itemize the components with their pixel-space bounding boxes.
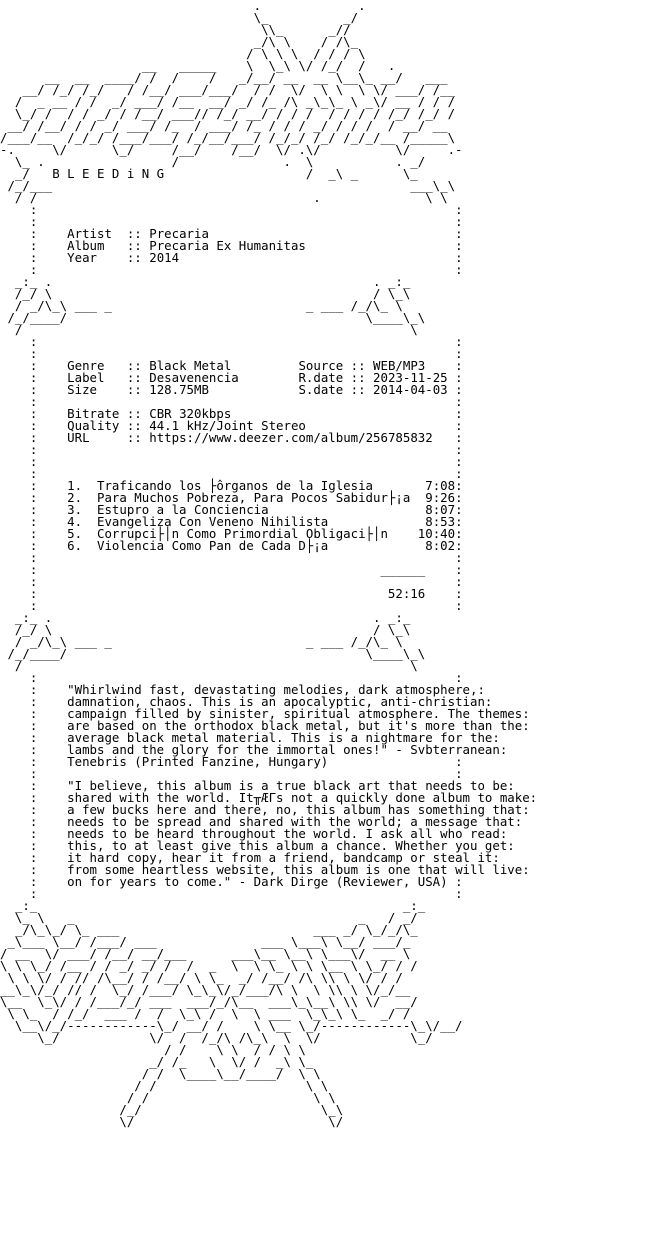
- bitrate-value: CBR 320kbps: [149, 406, 232, 421]
- album-row: : Album :: Precaria Ex Humanitas :: [0, 238, 463, 253]
- review-quote-line: shared with the world. It╥ÆΓs not a quickly done album to make: [67, 790, 530, 805]
- review-line: : shared with the world. It╥ÆΓs not a quickly done album to make:: [0, 790, 538, 805]
- rdate-value: 2023-11-25: [373, 370, 448, 385]
- divider-art-line: / \: [0, 322, 418, 337]
- divider-art-line: /_/ \ / \_\: [0, 622, 411, 637]
- quality-value: 44.1 kHz/Joint Stereo: [149, 418, 306, 433]
- footer-art-line: _:_ _:_: [0, 898, 426, 913]
- url-row: : URL :: https://www.deezer.com/album/256785832 :: [0, 430, 463, 445]
- divider-art-line: / _/\_\ ___ _ _ ___ /_/\_ \: [0, 298, 403, 313]
- genre-value: Black Metal: [149, 358, 299, 373]
- footer-art-line: / __ \/ ___/ /__/ __/___ ___\__ \__\ \___\/ __ \: [0, 946, 411, 961]
- divider-art-line: _:_ . . _:_: [0, 610, 411, 625]
- size-row: : Size :: 128.75MB S.date :: 2014-04-03 :: [0, 382, 463, 397]
- track-row: : 5. Corrupci├│n Como Primordial Obligaci├│n 10:40:: [0, 526, 463, 541]
- review-quote-line: Tenebris (Printed Fanzine, Hungary): [67, 754, 329, 769]
- track-row: : 4. Evangeliza Con Veneno Nihilista 8:53:: [0, 514, 463, 529]
- artist-row: : Artist :: Precaria :: [0, 226, 463, 241]
- border-line: : :: [0, 886, 463, 901]
- border-line: : :: [0, 202, 463, 217]
- divider-art-line: _:_ . . _:_: [0, 274, 411, 289]
- rdate-label: R.date: [298, 370, 351, 385]
- url-label: URL: [67, 430, 127, 445]
- divider-art-line: /_/____/ \____\_\: [0, 646, 426, 661]
- track-number: 3.: [67, 502, 97, 517]
- footer-art-line: /_/ \_\: [0, 1102, 344, 1117]
- footer-art-line: \__ \_\/ / /___/_/ ___ ___/_/\__ ___\_\__\ \\ \/ __/: [0, 994, 418, 1009]
- header-art-line: /_/___ ___\_\: [0, 178, 456, 193]
- review-line: : lambs and the glory for the immortal ones!" - Svbterranean:: [0, 742, 508, 757]
- total-rule-row: : ______ :: [0, 562, 463, 577]
- track-number: 6.: [67, 538, 97, 553]
- review-quote-line: needs to be spread and shared with the world; a message that: [67, 814, 515, 829]
- footer-art-line: __\_\/_/ // / \_/ /___/ \_\_\/_/___/\ \ \ \\ \ \/_/__: [0, 982, 411, 997]
- review-line: : a few bucks here and there, no, this album has something that:: [0, 802, 530, 817]
- header-art-line: / \ \ \ / / / \: [0, 46, 381, 61]
- track-title: Evangeliza Con Veneno Nihilista: [97, 514, 418, 529]
- total-time-row: : 52:16 :: [0, 586, 463, 601]
- border-line: : :: [0, 454, 463, 469]
- review-quote-line: it hard copy, hear it from a friend, bandcamp or steal it: [67, 850, 493, 865]
- bitrate-row: : Bitrate :: CBR 320kbps :: [0, 406, 463, 421]
- artist-value: Precaria: [149, 226, 209, 241]
- divider-art-line: /_/ \ / \_\: [0, 286, 411, 301]
- sdate-label: S.date: [298, 382, 351, 397]
- review-line: : needs to be heard throughout the world. I ask all who read:: [0, 826, 508, 841]
- track-title: Violencia Como Pan de Cada D├¡a: [97, 538, 418, 553]
- border-line: : :: [0, 466, 463, 481]
- review-line: : this, to at least give this album a chance. Whether you get:: [0, 838, 515, 853]
- divider-art-line: / \: [0, 658, 418, 673]
- footer-art-line: \ \ \_/ /__ / / _/ _/ / / _ \ \ \_ \ \ \__ \ \_/ / /: [0, 958, 418, 973]
- track-row: : 2. Para Muchos Pobreza, Para Pocos Sabidur├¡a 9:26:: [0, 490, 463, 505]
- release-group-title: B L E E D i N G: [52, 166, 165, 181]
- year-row: : Year :: 2014 :: [0, 250, 463, 265]
- footer-art-line: \ \_ / /_/ ___ / / \_\ / \ \ ___ \_\_\ \_ _/ /: [0, 1006, 411, 1021]
- track-title: Traficando los ├ôrganos de la Iglesia: [97, 478, 418, 493]
- border-line: : :: [0, 346, 463, 361]
- border-line: : :: [0, 214, 463, 229]
- bitrate-label: Bitrate: [67, 406, 127, 421]
- footer-art-line: \ \ \/ / // /\__/ / /__/ \ \_ _/ /__/ /\ \\ \ \/ / /: [0, 970, 403, 985]
- review-line: : on for years to come." - Dark Dirge (Reviewer, USA) :: [0, 874, 463, 889]
- review-line: : from some heartless website, this album is one that will live:: [0, 862, 530, 877]
- track-number: 1.: [67, 478, 97, 493]
- review-quote-line: average black metal material. This is a nightmare for the: [67, 730, 493, 745]
- footer-art-line: _\___ \__/ /___/ ___ ___ \___\ \__/ ___/_: [0, 934, 411, 949]
- footer-art-line: \__\/_/------------\_/ __/ / \ \__ \_/------------\_\/__/: [0, 1018, 463, 1033]
- review-quote-line: from some heartless website, this album is one that will live: [67, 862, 523, 877]
- track-title: Corrupci├│n Como Primordial Obligaci├│n: [97, 526, 418, 541]
- review-quote-line: lambs and the glory for the immortal ones!" - Svbterranean: [67, 742, 500, 757]
- divider-art-line: / _/\_\ ___ _ _ ___ /_/\_ \: [0, 634, 403, 649]
- track-number: 4.: [67, 514, 97, 529]
- track-row: : 6. Violencia Como Pan de Cada D├¡a 8:02:: [0, 538, 463, 553]
- label-value: Desavenencia: [149, 370, 299, 385]
- track-time: 7:08: [417, 478, 456, 493]
- size-value: 128.75MB: [149, 382, 299, 397]
- review-line: : it hard copy, hear it from a friend, bandcamp or steal it:: [0, 850, 500, 865]
- header-art-line: \\_ _//: [0, 22, 351, 37]
- genre-row: : Genre :: Black Metal Source :: WEB/MP3 :: [0, 358, 463, 373]
- track-time: 10:40: [417, 526, 456, 541]
- track-time: 8:02: [417, 538, 456, 553]
- review-line: : damnation, chaos. This is an apocalyptic, anti-christian:: [0, 694, 493, 709]
- track-title: Estupro a la Conciencia: [97, 502, 418, 517]
- review-line: : "I believe, this album is a true black art that needs to be:: [0, 778, 515, 793]
- review-line: : are based on the orthodox black metal, but it's more than the:: [0, 718, 530, 733]
- track-number: 2.: [67, 490, 97, 505]
- border-line: : :: [0, 334, 463, 349]
- track-number: 5.: [67, 526, 97, 541]
- track-time: 8:53: [417, 514, 456, 529]
- header-art-line: / / . \ \: [0, 190, 448, 205]
- review-quote-line: this, to at least give this album a chance. Whether you get: [67, 838, 508, 853]
- header-art-line: \_ . / . \ . _/: [0, 154, 426, 169]
- border-line: : :: [0, 442, 463, 457]
- year-value: 2014: [149, 250, 180, 265]
- album-value: Precaria Ex Humanitas: [149, 238, 306, 253]
- footer-art-line: _/\_\_/ \_ ___ ___ _/ \_/_/\_: [0, 922, 418, 937]
- quality-label: Quality: [67, 418, 127, 433]
- track-row: : 3. Estupro a la Conciencia 8:07:: [0, 502, 463, 517]
- header-art-line: __ __ ____/ / / / _/__/ __ __ \__\_ __/ ___: [0, 70, 448, 85]
- source-label: Source: [298, 358, 351, 373]
- track-time: 8:07: [417, 502, 456, 517]
- header-art-line: _/ B L E E D i N G / _\ _ \_: [0, 166, 418, 181]
- artist-label: Artist: [67, 226, 127, 241]
- track-row: : 1. Traficando los ├ôrganos de la Iglesia 7:08:: [0, 478, 463, 493]
- header-art-line: / _ __ / / _/ ___/ /__ __/ _/ /_ /\ _\_\_ \ _\/ __ / / /: [0, 94, 456, 109]
- quality-row: : Quality :: 44.1 kHz/Joint Stereo :: [0, 418, 463, 433]
- review-line: : Tenebris (Printed Fanzine, Hungary) :: [0, 754, 463, 769]
- footer-art-line: \_/ \/ / /_/\ /\_\ \ \/ \_/: [0, 1030, 433, 1045]
- label-row: : Label :: Desavenencia R.date :: 2023-11-25 :: [0, 370, 463, 385]
- footer-art-line: / / \ \: [0, 1090, 336, 1105]
- footer-art-line: _/ /_ \ \/ / _\ \_: [0, 1054, 314, 1069]
- header-art-line: \_ _/: [0, 10, 359, 25]
- review-quote-line: are based on the orthodox black metal, but it's more than the: [67, 718, 523, 733]
- header-art-line: . .: [0, 0, 366, 13]
- review-quote-line: damnation, chaos. This is an apocalyptic, anti-christian: [67, 694, 485, 709]
- album-label: Album: [67, 238, 127, 253]
- track-time: 9:26: [417, 490, 456, 505]
- total-rule: ______: [380, 562, 426, 577]
- total-time: 52:16: [380, 586, 426, 601]
- header-art-line: -. \/ \_/ /__/ /__/ \/ .\/ \/ .-: [0, 142, 463, 157]
- header-art-line: __ _____ \ \_\ \/ /_/ / .: [0, 58, 396, 73]
- size-label: Size: [67, 382, 127, 397]
- review-line: : needs to be spread and shared with the world; a message that:: [0, 814, 523, 829]
- header-art-line: \_/ / / / _/ / /__/ ___// /_/ __/ / / / / / / / /_/ /_/ /: [0, 106, 456, 121]
- review-line: : "Whirlwind fast, devastating melodies, dark atmosphere,:: [0, 682, 485, 697]
- border-line: : :: [0, 550, 463, 565]
- year-label: Year: [67, 250, 127, 265]
- review-quote-line: "Whirlwind fast, devastating melodies, dark atmosphere,: [67, 682, 478, 697]
- footer-art-line: \_ \ _ _ / _/: [0, 910, 418, 925]
- review-line: : campaign filled by sinister, spiritual atmosphere. The themes:: [0, 706, 530, 721]
- header-art-line: __/ /_/ /_/ / /__/ ___/___/ / / \/ \ \ \ \/ ___/ /__: [0, 82, 456, 97]
- genre-label: Genre: [67, 358, 127, 373]
- track-title: Para Muchos Pobreza, Para Pocos Sabidur├¡a: [97, 490, 418, 505]
- footer-art-line: / / \ \ / / \ \: [0, 1042, 306, 1057]
- review-quote-line: campaign filled by sinister, spiritual atmosphere. The themes: [67, 706, 523, 721]
- border-line: : :: [0, 766, 463, 781]
- border-line: : :: [0, 262, 463, 277]
- header-art-line: __/ /__/ / / _/ ___/ /_ / ___/ /_ / / / _/ / / / / __/ __: [0, 118, 448, 133]
- label-label: Label: [67, 370, 127, 385]
- divider-art-line: /_/____/ \____\_\: [0, 310, 426, 325]
- review-quote-line: needs to be heard throughout the world. I ask all who read: [67, 826, 500, 841]
- footer-art-line: \/ \/: [0, 1114, 344, 1129]
- border-line: : :: [0, 574, 463, 589]
- footer-art-line: / / \ \: [0, 1078, 329, 1093]
- source-value: WEB/MP3: [373, 358, 426, 373]
- review-quote-line: a few bucks here and there, no, this album has something that: [67, 802, 523, 817]
- border-line: : :: [0, 670, 463, 685]
- header-art-line: _/\ \ / /\_: [0, 34, 359, 49]
- border-line: : :: [0, 394, 463, 409]
- review-quote-line: on for years to come." - Dark Dirge (Reviewer, USA): [67, 874, 448, 889]
- footer-art-line: / / \____\__/____/ \ \: [0, 1066, 321, 1081]
- review-line: : average black metal material. This is a nightmare for the:: [0, 730, 500, 745]
- url-value: https://www.deezer.com/album/256785832: [149, 430, 433, 445]
- sdate-value: 2014-04-03: [373, 382, 448, 397]
- review-quote-line: "I believe, this album is a true black art that needs to be: [67, 778, 508, 793]
- header-art-line: /___/__ /_/_/ /___/___/ /_/__/___/ /_/_/ /_/ /_/_/__ /_____\: [0, 130, 456, 145]
- border-line: : :: [0, 598, 463, 613]
